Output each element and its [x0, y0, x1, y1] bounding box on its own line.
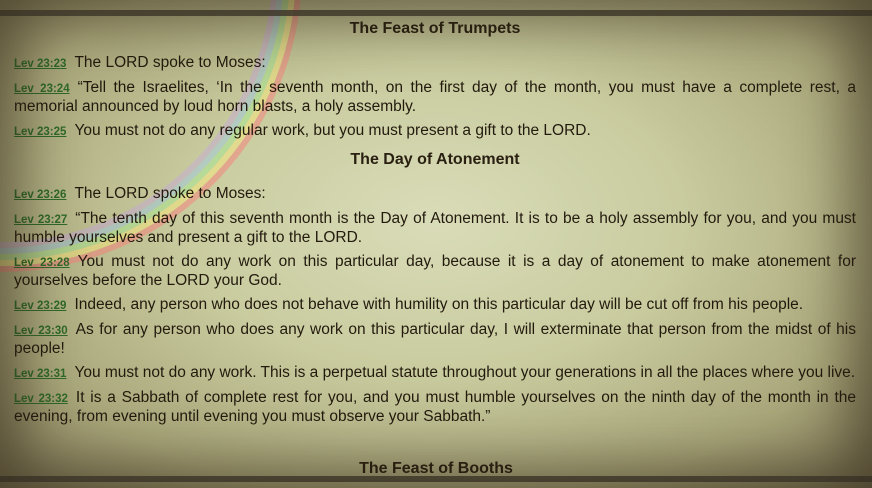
verse-text: You must not do any work. This is a perpetual statute throughout your generations in all the places where you live.	[74, 364, 856, 381]
verse-ref-link[interactable]: Lev 23:30	[14, 325, 68, 337]
scripture-content	[14, 16, 856, 432]
verse-text: You must not do any work on this particular day, because it is a day of atonement to make atonement for yourselves before the LORD your God.	[14, 253, 856, 289]
verse-text: As for any person who does any work on this particular day, I will exterminate that person from the midst of his people!	[14, 321, 856, 357]
verse-ref-link[interactable]: Lev 23:23	[14, 58, 67, 70]
section-heading-trumpets: The Feast of Trumpets	[349, 20, 521, 37]
verse-text: “Tell the Israelites, ‘In the seventh month, on the first day of the month, you must have a complete rest, a memorial announced by loud horn blasts, a holy assembly.	[14, 79, 856, 115]
verse-ref-link[interactable]: Lev 23:28	[14, 257, 70, 269]
verse	[14, 122, 856, 141]
verse	[14, 364, 856, 383]
verse	[14, 296, 856, 315]
verse-text: “The tenth day of this seventh month is the Day of Atonement. It is to be a holy assembly for you, and you must humble yourselves and present a gift to the LORD.	[14, 210, 856, 246]
verse-ref-link[interactable]: Lev 23:31	[14, 368, 67, 380]
verse-ref-link[interactable]: Lev 23:29	[14, 300, 67, 312]
verse	[14, 79, 856, 116]
section-heading-atonement: The Day of Atonement	[350, 151, 520, 168]
verse-text: Indeed, any person who does not behave with humility on this particular day will be cut off from his people.	[74, 296, 804, 313]
verse-text: You must not do any regular work, but you must present a gift to the LORD.	[74, 122, 591, 139]
verse-ref-link[interactable]: Lev 23:27	[14, 214, 68, 226]
verse-ref-link[interactable]: Lev 23:26	[14, 189, 67, 201]
verse-ref-link[interactable]: Lev 23:25	[14, 126, 67, 138]
verse-text: The LORD spoke to Moses:	[74, 185, 266, 202]
verse	[14, 210, 856, 247]
verse	[14, 321, 856, 358]
verse-text: It is a Sabbath of complete rest for you, and you must humble yourselves on the ninth day of the month in the evening, from evening until evening you must observe your Sabbath.”	[14, 389, 856, 425]
verse-ref-link[interactable]: Lev 23:32	[14, 393, 68, 405]
verse	[14, 389, 856, 426]
verse-ref-link[interactable]: Lev 23:24	[14, 83, 70, 95]
verse	[14, 185, 856, 204]
verse	[14, 253, 856, 290]
section-heading-booths: The Feast of Booths	[359, 460, 513, 477]
verse	[14, 54, 856, 73]
verse-text: The LORD spoke to Moses:	[74, 54, 266, 71]
